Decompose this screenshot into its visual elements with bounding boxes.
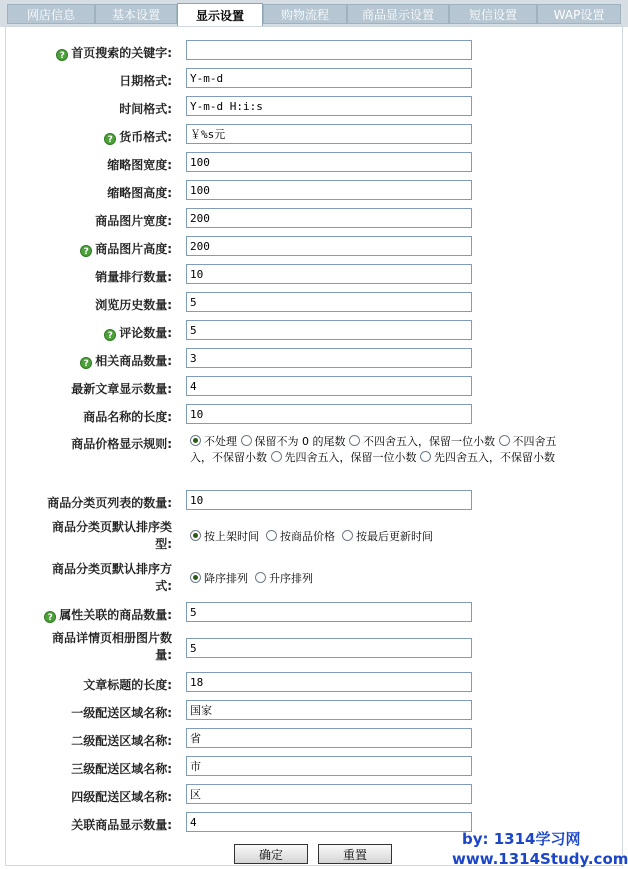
watermark-line-1: by: 1314学习网 (462, 830, 581, 848)
field-label: ? 评论数量: (104, 324, 172, 341)
tab-bar (0, 0, 628, 27)
field-input[interactable] (186, 700, 472, 720)
radio-button[interactable] (190, 572, 201, 583)
field-input[interactable] (186, 236, 472, 256)
field-label: ? 商品图片高度: (80, 240, 172, 257)
sort-type-options (190, 529, 433, 545)
field-label: 时间格式: (119, 102, 172, 116)
help-icon[interactable]: ? (80, 357, 92, 369)
radio-button[interactable] (349, 435, 360, 446)
tab-shop-info[interactable]: 网店信息 (7, 4, 95, 24)
sort-order-label: 商品分类页默认排序方 式: (51, 562, 172, 593)
price-rule-option-1[interactable]: 保留不为 0 的尾数 (241, 435, 346, 448)
field-label: 三级配送区域名称: (71, 762, 172, 776)
tab-basic-settings[interactable]: 基本设置 (95, 4, 177, 24)
sort-order-option-1[interactable]: 升序排列 (255, 572, 313, 585)
gallery-count-input[interactable] (186, 638, 472, 658)
radio-button[interactable] (190, 530, 201, 541)
field-label: 四级配送区域名称: (71, 790, 172, 804)
field-label: 缩略图高度: (107, 186, 172, 200)
tab-goods-display[interactable]: 商品显示设置 (347, 4, 449, 24)
field-label: ? 相关商品数量: (80, 352, 172, 369)
attr-linked-input[interactable] (186, 602, 472, 622)
watermark-line-2: www.1314Study.com (452, 850, 628, 868)
field-label: 二级配送区域名称: (71, 734, 172, 748)
field-label: 商品图片宽度: (95, 214, 172, 228)
sort-type-option-2[interactable]: 按最后更新时间 (342, 530, 433, 543)
price-rule-option-3[interactable]: 不四舍五入，不保留小数 (190, 435, 557, 464)
field-label: 文章标题的长度: (83, 678, 172, 692)
sort-order-option-0[interactable]: 降序排列 (190, 572, 248, 585)
tab-shopping-flow[interactable]: 购物流程 (263, 4, 347, 24)
tab-wap-settings[interactable]: WAP设置 (537, 4, 621, 24)
sort-type-label: 商品分类页默认排序类 型: (51, 520, 172, 551)
category-count-label: 商品分类页列表的数量: (47, 496, 172, 510)
field-input[interactable] (186, 264, 472, 284)
sort-type-option-0[interactable]: 按上架时间 (190, 530, 259, 543)
field-label: 销量排行数量: (95, 270, 172, 284)
help-icon[interactable]: ? (56, 49, 68, 61)
radio-button[interactable] (499, 435, 510, 446)
field-input[interactable] (186, 728, 472, 748)
field-label: 一级配送区域名称: (71, 706, 172, 720)
price-rule-option-2[interactable]: 不四舍五入，保留一位小数 (349, 435, 495, 448)
field-input[interactable] (186, 292, 472, 312)
field-label: 商品名称的长度: (83, 410, 172, 424)
field-input[interactable] (186, 404, 472, 424)
field-input[interactable] (186, 124, 472, 144)
price-rule-label: 商品价格显示规则: (71, 437, 172, 451)
attr-linked-label: ? 属性关联的商品数量: (44, 606, 172, 623)
field-input[interactable] (186, 180, 472, 200)
field-input[interactable] (186, 152, 472, 172)
field-input[interactable] (186, 376, 472, 396)
field-label: ? 货币格式: (104, 128, 172, 145)
radio-button[interactable] (255, 572, 266, 583)
radio-button[interactable] (241, 435, 252, 446)
sort-order-options (190, 571, 313, 587)
field-label: ? 首页搜索的关键字: (56, 44, 172, 61)
field-input[interactable] (186, 756, 472, 776)
gallery-count-label: 商品详情页相册图片数 量: (51, 631, 172, 662)
field-input[interactable] (186, 812, 472, 832)
sort-type-option-1[interactable]: 按商品价格 (266, 530, 335, 543)
field-label: 日期格式: (119, 74, 172, 88)
help-icon[interactable]: ? (104, 133, 116, 145)
field-input[interactable] (186, 68, 472, 88)
reset-button[interactable]: 重置 (318, 844, 392, 864)
category-count-input[interactable] (186, 490, 472, 510)
radio-button[interactable] (342, 530, 353, 541)
help-icon[interactable]: ? (80, 245, 92, 257)
radio-button[interactable] (271, 451, 282, 462)
help-icon[interactable]: ? (44, 611, 56, 623)
price-rule-option-4[interactable]: 先四舍五入，保留一位小数 (271, 451, 417, 464)
field-label: 浏览历史数量: (95, 298, 172, 312)
help-icon[interactable]: ? (104, 329, 116, 341)
price-rule-option-5[interactable]: 先四舍五入，不保留小数 (420, 451, 555, 464)
field-input[interactable] (186, 208, 472, 228)
radio-button[interactable] (266, 530, 277, 541)
field-input[interactable] (186, 784, 472, 804)
tab-sms-settings[interactable]: 短信设置 (449, 4, 537, 24)
tab-display-settings[interactable]: 显示设置 (177, 3, 263, 27)
field-input[interactable] (186, 672, 472, 692)
radio-button[interactable] (420, 451, 431, 462)
field-input[interactable] (186, 320, 472, 340)
field-input[interactable] (186, 40, 472, 60)
field-label: 缩略图宽度: (107, 158, 172, 172)
price-rule-option-0[interactable]: 不处理 (190, 435, 237, 448)
submit-button[interactable]: 确定 (234, 844, 308, 864)
field-label: 最新文章显示数量: (71, 382, 172, 396)
price-rule-options (190, 434, 570, 466)
field-input[interactable] (186, 96, 472, 116)
radio-button[interactable] (190, 435, 201, 446)
field-label: 关联商品显示数量: (71, 818, 172, 832)
field-input[interactable] (186, 348, 472, 368)
